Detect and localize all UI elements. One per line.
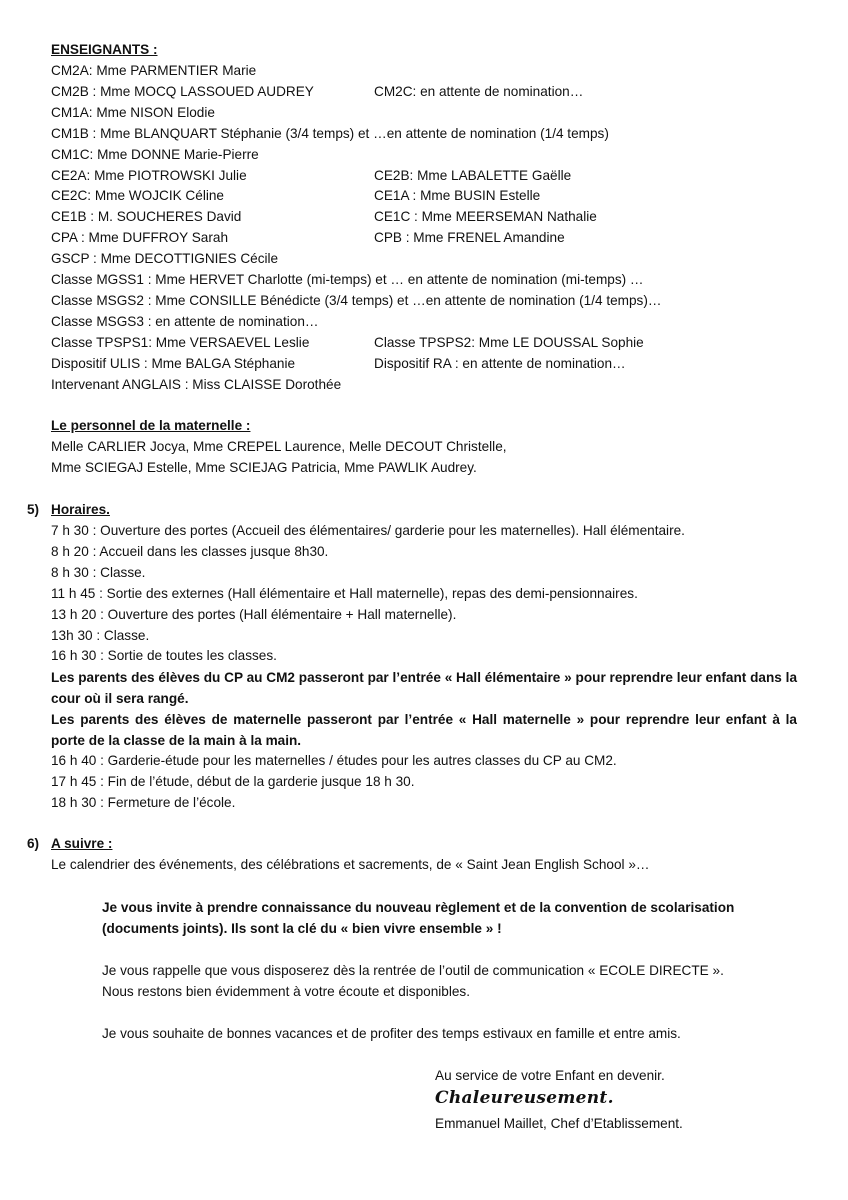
teacher-row	[51, 249, 278, 269]
teacher-row	[51, 228, 565, 248]
schedule-line: 17 h 45 : Fin de l’étude, début de la garderie jusque 18 h 30.	[51, 773, 415, 789]
teacher-entry: GSCP : Mme DECOTTIGNIES Cécile	[51, 251, 279, 267]
schedule-line: 7 h 30 : Ouverture des portes (Accueil des élémentaires/ garderie pour les maternelles). Hall élémentaire.	[51, 523, 685, 538]
teacher-entry-second: CE1C : Mme MEERSEMAN Nathalie	[374, 209, 597, 225]
teacher-entry: Dispositif ULIS : Mme BALGA Stéphanie	[51, 355, 296, 371]
section-number: 6)	[27, 836, 40, 851]
teacher-row	[51, 186, 541, 206]
teacher-entry: CM1B : Mme BLANQUART Stéphanie (3/4 temps) et …en attente de nomination (1/4 temps)	[51, 125, 609, 141]
closing-paragraph: Nous restons bien évidemment à votre écoute et disponibles.	[102, 984, 470, 999]
staff-line: Melle CARLIER Jocya, Mme CREPEL Laurence, Melle DECOUT Christelle,	[51, 439, 507, 454]
follow-line: Le calendrier des événements, des célébrations et sacrements, de « Saint Jean English School »…	[51, 857, 650, 872]
teacher-row	[51, 124, 609, 144]
teacher-row	[51, 145, 259, 165]
teacher-entry: CM1C: Mme DONNE Marie-Pierre	[51, 146, 259, 162]
teacher-entry: Classe MSGS3 : en attente de nomination…	[51, 313, 319, 329]
schedule-line: 11 h 45 : Sortie des externes (Hall élémentaire et Hall maternelle), repas des demi-pensionnaires.	[51, 585, 638, 601]
staff-heading: Le personnel de la maternelle :	[51, 418, 251, 433]
schedule-line: 13h 30 : Classe.	[51, 627, 150, 643]
closing-paragraph: Je vous rappelle que vous disposerez dès la rentrée de l’outil de communication « ECOLE DIRECTE ».	[102, 963, 724, 978]
section-number: 5)	[27, 502, 40, 517]
teacher-entry: Classe TPSPS1: Mme VERSAEVEL Leslie	[51, 334, 310, 350]
teacher-entry: Intervenant ANGLAIS : Miss CLAISSE Dorothée	[51, 376, 342, 392]
teacher-row	[51, 291, 661, 311]
teacher-entry: CM1A: Mme NISON Elodie	[51, 104, 215, 120]
teacher-row	[51, 354, 626, 374]
follow-heading: A suivre :	[51, 836, 113, 851]
teacher-entry-second: Dispositif RA : en attente de nomination…	[374, 355, 626, 371]
teacher-row	[51, 82, 584, 102]
teacher-row	[51, 103, 215, 123]
signature-script: Chaleureusement.	[435, 1088, 614, 1108]
hours-notice-elementary: Les parents des élèves du CP au CM2 passeront par l’entrée « Hall élémentaire » pour reprendre leur enfant dans la cour où il sera rangé.	[51, 670, 797, 706]
teacher-entry-second: CPB : Mme FRENEL Amandine	[374, 230, 565, 246]
teacher-entry-second: Classe TPSPS2: Mme LE DOUSSAL Sophie	[374, 334, 644, 350]
schedule-line: 8 h 30 : Classe.	[51, 564, 146, 580]
schedule-line: 8 h 20 : Accueil dans les classes jusque 8h30.	[51, 543, 329, 559]
staff-line: Mme SCIEGAJ Estelle, Mme SCIEJAG Patricia, Mme PAWLIK Audrey.	[51, 460, 477, 475]
closing-notice: Je vous invite à prendre connaissance du nouveau règlement et de la convention de scolarisation (documents joints). Ils sont la clé du « bien vivre ensemble » !	[102, 900, 735, 936]
teacher-entry: CPA : Mme DUFFROY Sarah	[51, 230, 229, 246]
hours-heading: Horaires.	[51, 502, 110, 517]
schedule-line: 18 h 30 : Fermeture de l’école.	[51, 794, 236, 810]
teacher-entry-second: CE1A : Mme BUSIN Estelle	[374, 188, 541, 204]
teacher-entry-second: CM2C: en attente de nomination…	[374, 83, 584, 99]
schedule-line: 16 h 30 : Sortie de toutes les classes.	[51, 648, 277, 664]
signature-name: Emmanuel Maillet, Chef d’Etablissement.	[435, 1116, 683, 1131]
teacher-entry: Classe MGSS1 : Mme HERVET Charlotte (mi-temps) et … en attente de nomination (mi-temps) …	[51, 272, 644, 287]
teacher-row	[51, 333, 644, 353]
schedule-line: 16 h 40 : Garderie-étude pour les maternelles / études pour les autres classes du CP au CM2.	[51, 753, 617, 768]
teacher-entry: CE2C: Mme WOJCIK Céline	[51, 188, 224, 204]
teacher-entry-second: CE2B: Mme LABALETTE Gaëlle	[374, 167, 572, 183]
teacher-row	[51, 166, 572, 186]
teacher-row	[51, 312, 319, 332]
schedule-line: 13 h 20 : Ouverture des portes (Hall élémentaire + Hall maternelle).	[51, 606, 457, 622]
hours-notice-maternelle: Les parents des élèves de maternelle passeront par l’entrée « Hall maternelle » pour reprendre leur enfant à la porte de la classe de la main à la main.	[51, 712, 797, 748]
teacher-row	[51, 375, 341, 395]
teachers-heading: ENSEIGNANTS :	[51, 42, 158, 57]
teacher-entry: CE1B : M. SOUCHERES David	[51, 209, 242, 225]
teacher-entry: CM2B : Mme MOCQ LASSOUED AUDREY	[51, 83, 314, 99]
teacher-entry: CE2A: Mme PIOTROWSKI Julie	[51, 167, 247, 183]
teacher-row	[51, 270, 644, 290]
teacher-row	[51, 61, 256, 81]
teacher-entry: Classe MSGS2 : Mme CONSILLE Bénédicte (3/4 temps) et …en attente de nomination (1/4 temps)…	[51, 292, 662, 308]
signature-line: Au service de votre Enfant en devenir.	[435, 1068, 665, 1083]
teacher-entry: CM2A: Mme PARMENTIER Marie	[51, 63, 257, 78]
teacher-row	[51, 207, 597, 227]
closing-paragraph: Je vous souhaite de bonnes vacances et de profiter des temps estivaux en famille et entre amis.	[102, 1026, 681, 1041]
